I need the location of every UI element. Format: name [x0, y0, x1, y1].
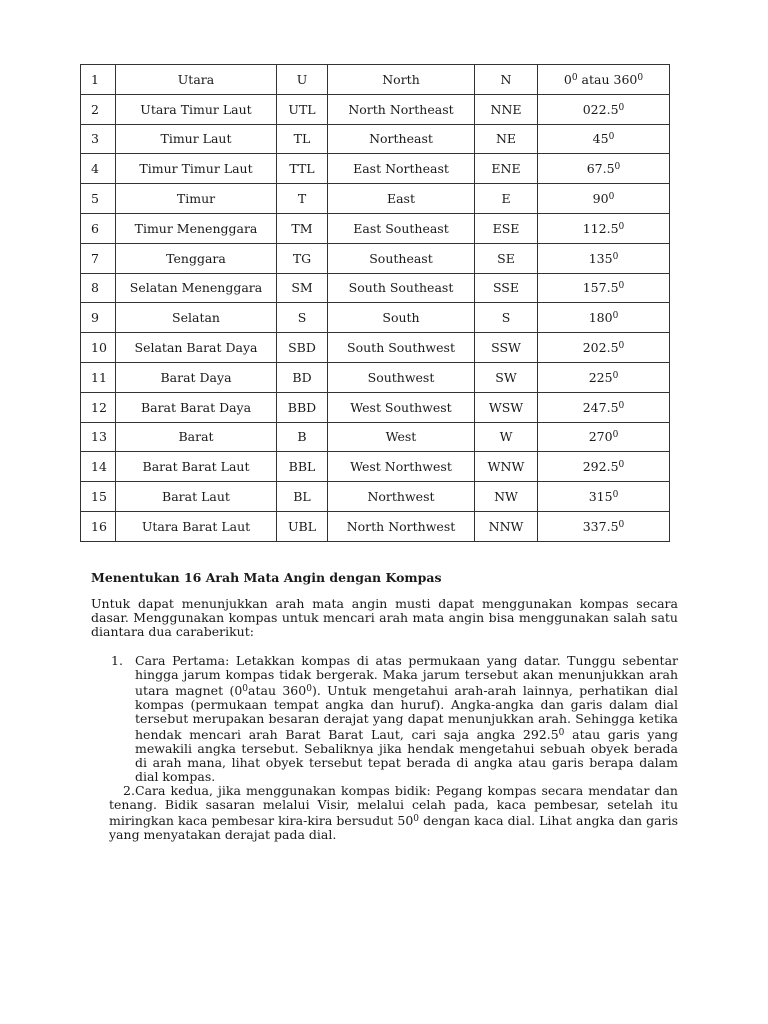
list-item [91, 784, 678, 842]
english-code: S [475, 303, 538, 333]
row-number: 9 [81, 303, 116, 333]
degree-value [538, 482, 670, 512]
english-name: East [328, 184, 475, 214]
indonesian-name: Tenggara [116, 243, 277, 273]
english-code: SSE [475, 273, 538, 303]
english-code: ENE [475, 154, 538, 184]
degree-number: 157.5 [582, 280, 619, 296]
indonesian-name: Timur [116, 184, 277, 214]
row-number: 1 [81, 65, 116, 95]
list-number: 2. [123, 783, 135, 798]
degree-sign: 0 [612, 311, 619, 322]
english-name: North Northeast [328, 94, 475, 124]
row-number: 11 [81, 362, 116, 392]
degree-value [538, 362, 670, 392]
row-number: 14 [81, 452, 116, 482]
english-name: Northeast [328, 124, 475, 154]
row-number: 7 [81, 243, 116, 273]
degree-sign: 0 [608, 192, 615, 203]
indonesian-abbr: SBD [277, 333, 328, 363]
table-row [81, 243, 670, 273]
table-row [81, 333, 670, 363]
row-number: 2 [81, 94, 116, 124]
indonesian-abbr: BL [277, 482, 328, 512]
degree-sign: 0 [612, 370, 619, 381]
degree-value [538, 333, 670, 363]
degree-sign: 0 [571, 72, 578, 83]
degree-sign: 0 [612, 251, 619, 262]
table-row [81, 511, 670, 541]
indonesian-abbr: TG [277, 243, 328, 273]
english-name: South [328, 303, 475, 333]
english-code: W [475, 422, 538, 452]
table-row [81, 422, 670, 452]
indonesian-abbr: B [277, 422, 328, 452]
degree-sign: 0 [618, 400, 625, 411]
english-code: NE [475, 124, 538, 154]
degree-value [538, 303, 670, 333]
degree-value [538, 154, 670, 184]
english-name: South Southeast [328, 273, 475, 303]
indonesian-name: Timur Menenggara [116, 213, 277, 243]
indonesian-name: Barat [116, 422, 277, 452]
indonesian-abbr: TTL [277, 154, 328, 184]
degree-number: 135 [588, 250, 613, 266]
english-name: Northwest [328, 482, 475, 512]
english-name: East Southeast [328, 213, 475, 243]
degree-number: 247.5 [582, 399, 619, 415]
english-name: South Southwest [328, 333, 475, 363]
table-row [81, 273, 670, 303]
table-row [81, 452, 670, 482]
indonesian-name: Selatan Barat Daya [116, 333, 277, 363]
degree-value [538, 243, 670, 273]
row-number: 8 [81, 273, 116, 303]
english-name: North [328, 65, 475, 95]
degree-sign: 0 [242, 684, 249, 694]
indonesian-abbr: T [277, 184, 328, 214]
indonesian-abbr: S [277, 303, 328, 333]
row-number: 15 [81, 482, 116, 512]
english-code: N [475, 65, 538, 95]
indonesian-name: Utara Timur Laut [116, 94, 277, 124]
step-text: ). Untuk mengetahui arah-arah lainnya, perhatikan dial kompas (permukaan tempat angka dan huruf). Angka-angka dan garis dalam dial tersebut merupakan besaran derajat yang dapat menunjukkan arah. Sehingga ketika hendak mencari arah Barat Barat Laut, cari saja angka 292.5 [135, 683, 679, 742]
english-code: ESE [475, 213, 538, 243]
english-name: Southwest [328, 362, 475, 392]
degree-sign: 0 [637, 72, 644, 83]
degree-sign: 0 [612, 490, 619, 501]
step-text: atau 360 [248, 683, 307, 698]
degree-number: 45 [592, 131, 609, 147]
degree-number: 202.5 [582, 340, 619, 356]
degree-sign: 0 [618, 341, 625, 352]
degree-sign: 0 [618, 102, 625, 113]
row-number: 5 [81, 184, 116, 214]
indonesian-name: Barat Daya [116, 362, 277, 392]
step-text: dengan kaca dial. Lihat angka dan garis yang menyatakan derajat pada dial. [109, 813, 679, 842]
degree-number: 315 [588, 489, 613, 505]
table-row [81, 154, 670, 184]
table-row [81, 213, 670, 243]
row-number: 3 [81, 124, 116, 154]
table-row [81, 482, 670, 512]
english-code: NNE [475, 94, 538, 124]
degree-number: 292.5 [582, 459, 619, 475]
indonesian-abbr: BBD [277, 392, 328, 422]
indonesian-abbr: BD [277, 362, 328, 392]
indonesian-name: Barat Barat Laut [116, 452, 277, 482]
english-name: North Northwest [328, 511, 475, 541]
english-code: NW [475, 482, 538, 512]
indonesian-abbr: U [277, 65, 328, 95]
row-number: 4 [81, 154, 116, 184]
row-number: 13 [81, 422, 116, 452]
degree-number: 225 [588, 369, 613, 385]
step-text: atau garis yang mewakili angka tersebut. Sebaliknya jika hendak mengetahui sebuah obyek berada di arah mana, lihat obyek tersebut tepat berada di angka atau garis berapa dalam dial kompas. [135, 727, 678, 784]
list-number: 1. [111, 653, 123, 668]
table-row [81, 124, 670, 154]
indonesian-name: Barat Laut [116, 482, 277, 512]
english-code: WNW [475, 452, 538, 482]
english-name: West [328, 422, 475, 452]
degree-number: 337.5 [582, 518, 619, 534]
degree-number: 022.5 [582, 101, 619, 117]
row-number: 16 [81, 511, 116, 541]
degree-sign: 0 [618, 519, 625, 530]
indonesian-name: Selatan [116, 303, 277, 333]
degree-sign: 0 [618, 460, 625, 471]
english-name: West Northwest [328, 452, 475, 482]
english-name: West Southwest [328, 392, 475, 422]
degree-alt: atau 360 [577, 71, 638, 87]
table-row [81, 184, 670, 214]
degree-value [538, 65, 670, 95]
degree-value [538, 452, 670, 482]
english-name: Southeast [328, 243, 475, 273]
compass-directions-table [80, 64, 670, 542]
degree-value [538, 392, 670, 422]
degree-number: 90 [592, 191, 609, 207]
indonesian-abbr: UBL [277, 511, 328, 541]
english-name: East Northeast [328, 154, 475, 184]
degree-number: 0 [563, 71, 572, 87]
degree-value [538, 422, 670, 452]
step-text: Cara kedua, jika menggunakan kompas bidik: Pegang kompas secara mendatar dan tenang. Bidik sasaran melalui Visir, melalui celah pada, kaca pembesar, setelah itu miringkan kaca pembesar kira-kira bersudut 50 [109, 783, 678, 828]
english-code: NNW [475, 511, 538, 541]
degree-sign: 0 [306, 684, 312, 694]
degree-value [538, 273, 670, 303]
degree-number: 180 [588, 310, 613, 326]
indonesian-abbr: TM [277, 213, 328, 243]
row-number: 6 [81, 213, 116, 243]
degree-sign: 0 [608, 132, 615, 143]
degree-sign: 0 [618, 281, 625, 292]
step-text: Cara Pertama: Letakkan kompas di atas permukaan yang datar. Tunggu sebentar hingga jarum kompas tidak bergerak. Maka jarum tersebut akan menunjukkan arah utara magnet (0 [135, 653, 678, 698]
english-code: WSW [475, 392, 538, 422]
indonesian-name: Timur Laut [116, 124, 277, 154]
degree-number: 270 [588, 429, 613, 445]
english-code: SW [475, 362, 538, 392]
degree-sign: 0 [614, 162, 621, 173]
table-row [81, 392, 670, 422]
table-row [81, 362, 670, 392]
degree-sign: 0 [618, 221, 625, 232]
indonesian-name: Utara Barat Laut [116, 511, 277, 541]
indonesian-name: Timur Timur Laut [116, 154, 277, 184]
degree-sign: 0 [558, 728, 565, 738]
steps-list [91, 654, 678, 842]
section-title: Menentukan 16 Arah Mata Angin dengan Kompas [91, 570, 442, 585]
degree-number: 112.5 [582, 220, 619, 236]
indonesian-abbr: SM [277, 273, 328, 303]
indonesian-abbr: UTL [277, 94, 328, 124]
intro-paragraph: Untuk dapat menunjukkan arah mata angin musti dapat menggunakan kompas secara dasar. Menggunakan kompas untuk mencari arah mata angin bisa menggunakan salah satu diantara dua caraberikut: [91, 596, 678, 639]
degree-sign: 0 [413, 814, 420, 824]
degree-value [538, 94, 670, 124]
english-code: SE [475, 243, 538, 273]
degree-sign: 0 [612, 430, 619, 441]
indonesian-abbr: TL [277, 124, 328, 154]
list-item [91, 654, 678, 784]
row-number: 12 [81, 392, 116, 422]
table-row [81, 303, 670, 333]
degree-value [538, 213, 670, 243]
degree-value [538, 184, 670, 214]
table-row [81, 94, 670, 124]
english-code: SSW [475, 333, 538, 363]
indonesian-abbr: BBL [277, 452, 328, 482]
row-number: 10 [81, 333, 116, 363]
degree-value [538, 124, 670, 154]
table-body [81, 65, 670, 542]
table-row [81, 65, 670, 95]
indonesian-name: Barat Barat Daya [116, 392, 277, 422]
degree-value [538, 511, 670, 541]
degree-number: 67.5 [586, 161, 615, 177]
indonesian-name: Selatan Menenggara [116, 273, 277, 303]
english-code: E [475, 184, 538, 214]
indonesian-name: Utara [116, 65, 277, 95]
